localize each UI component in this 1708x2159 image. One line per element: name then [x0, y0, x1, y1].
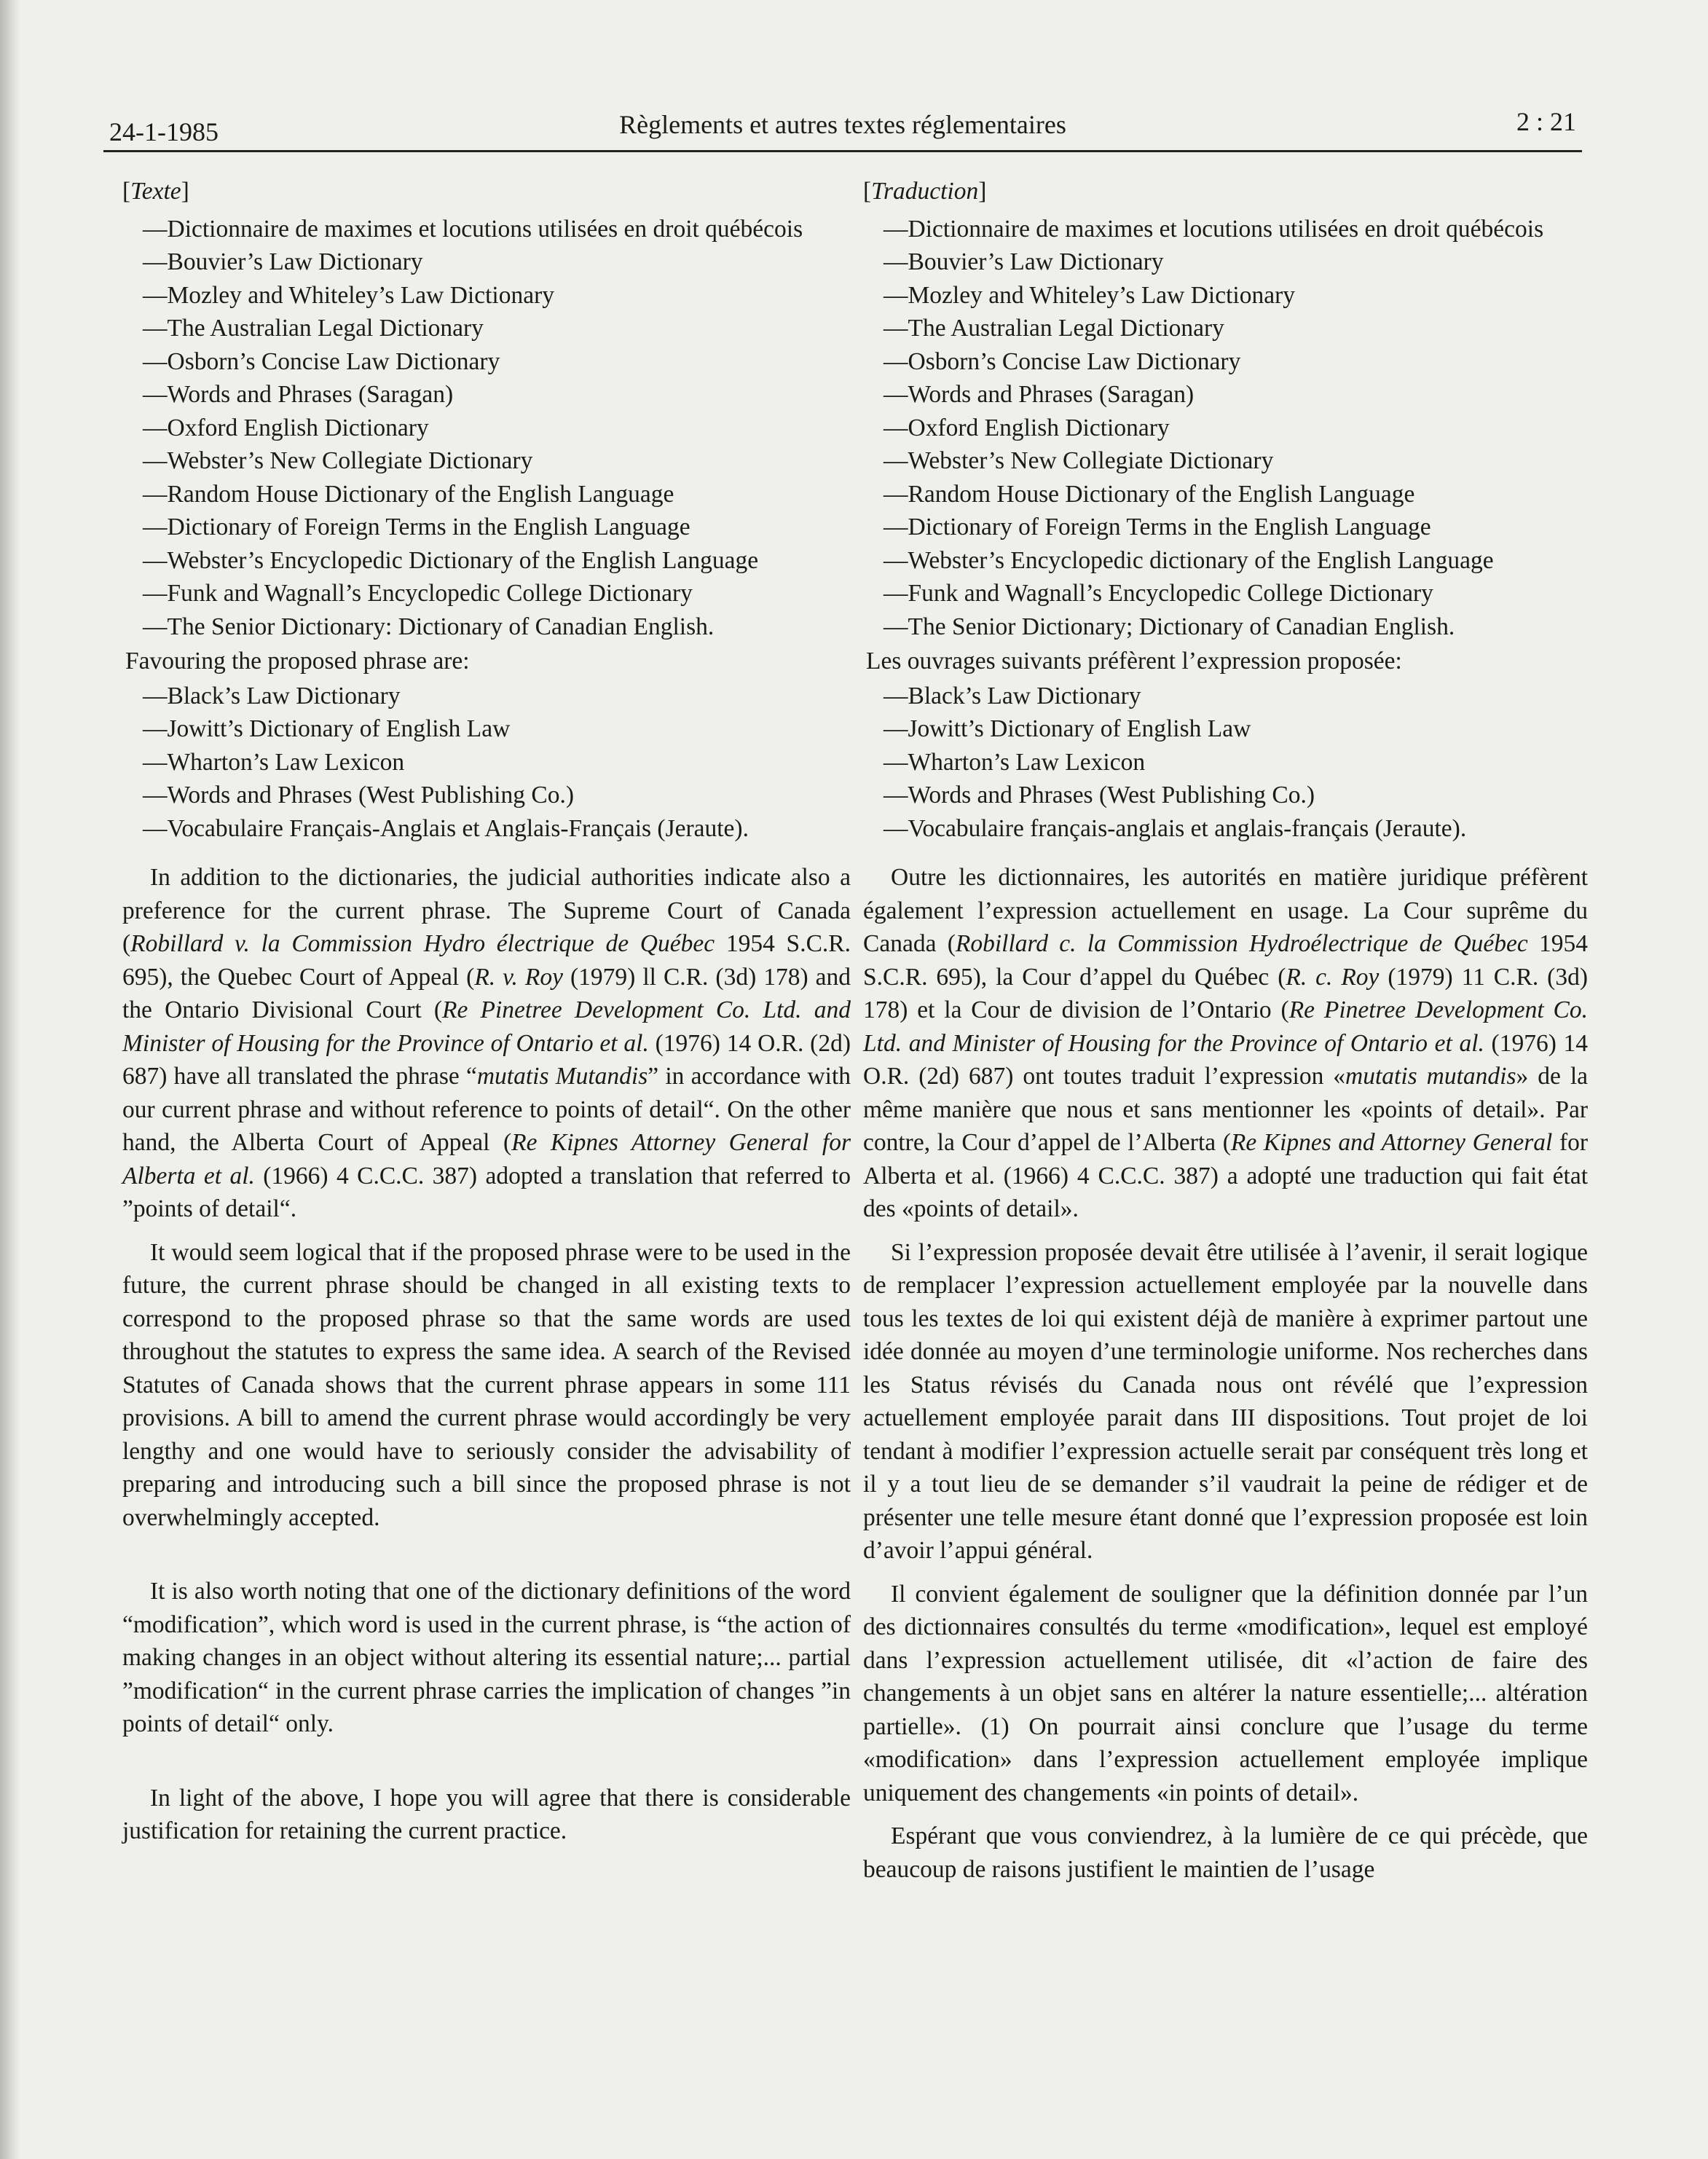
- header-date: 24-1-1985: [109, 117, 219, 146]
- paragraph-conclusion: Espérant que vous conviendrez, à la lumière de ce qui précède, que beaucoup de raisons justifient le maintien de l’usage: [863, 1822, 1588, 1883]
- favour-heading: Favouring the proposed phrase are:: [125, 648, 470, 675]
- list-item: —Jowitt’s Dictionary of English Law: [883, 715, 1251, 742]
- list-item: —Dictionary of Foreign Terms in the English Language: [883, 514, 1431, 540]
- list-item: —Random House Dictionary of the English Language: [883, 480, 1415, 508]
- list-item: —Words and Phrases (Saragan): [143, 381, 454, 408]
- list-item: —The Australian Legal Dictionary: [143, 315, 484, 342]
- list-item: —Words and Phrases (West Publishing Co.): [143, 782, 574, 809]
- list-item: —Jowitt’s Dictionary of English Law: [143, 715, 511, 742]
- list-item: —Funk and Wagnall’s Encyclopedic College Dictionary: [883, 580, 1433, 607]
- list-item: —Webster’s Encyclopedic Dictionary of the English Language: [143, 546, 759, 574]
- list-item: —Black’s Law Dictionary: [883, 682, 1141, 709]
- section-label-texte: [Texte]: [122, 178, 189, 205]
- list-item: —Dictionnaire de maximes et locutions utilisées en droit québécois: [143, 215, 803, 243]
- list-item: —Words and Phrases (West Publishing Co.): [883, 782, 1315, 809]
- paragraph-judicial-authorities: In addition to the dictionaries, the judicial authorities indicate also a preference for the current phrase. The Supreme Court of Canada (Robillard v. la Commission Hydro électrique de Québec 1954 S.C.R. 695), the Quebec Court of Appeal (R. v. Roy (1979) ll C.R. (3d) 178) and the Ontario Divisional Court (Re Pinetree Development Co. Ltd. and Minister of Housing for the Province of Ontario et al. (1976) 14 O.R. (2d) 687) have all translated the phrase “mutatis Mutandis” in accordance with our current phrase and without reference to points of detail“. On the other hand, the Alberta Court of Appeal (Re Kipnes Attorney General for Alberta et al. (1966) 4 C.C.C. 387) adopted a translation that referred to ”points of detail“.: [122, 864, 851, 1222]
- dictionary-list-current: [863, 213, 1588, 644]
- list-item: —Oxford English Dictionary: [883, 414, 1170, 441]
- list-item: —Dictionnaire de maximes et locutions utilisées en droit québécois: [883, 215, 1544, 243]
- list-item: —Random House Dictionary of the English Language: [143, 480, 674, 508]
- dictionary-list-current: [122, 213, 851, 644]
- list-item: —Black’s Law Dictionary: [143, 682, 401, 709]
- list-item: —Wharton’s Law Lexicon: [883, 748, 1146, 776]
- paragraph-modification-definition: Il convient également de souligner que la définition donnée par l’un des dictionnaires consultés du terme «modification», lequel est employé dans l’expression actuellement utilisée, dit «l’action de faire des changements à un objet sans en altérer la nature essentielle;... altération partielle». (1) On pourrait ainsi conclure que l’usage du terme «modification» dans l’expression actuellement employée implique uniquement des changements «in points of detail».: [863, 1580, 1588, 1806]
- paragraph-proposed-phrase: It would seem logical that if the proposed phrase were to be used in the future, the current phrase should be changed in all existing texts to correspond to the proposed phrase so that the same words are used throughout the statutes to express the same idea. A search of the Revised Statutes of Canada shows that the current phrase appears in some 111 provisions. A bill to amend the current phrase would accordingly be very lengthy and one would have to seriously consider the advisability of preparing and introducing such a bill since the proposed phrase is not overwhelmingly accepted.: [122, 1238, 851, 1531]
- favour-heading: Les ouvrages suivants préfèrent l’expression proposée:: [866, 648, 1402, 675]
- section-label-traduction: [Traduction]: [863, 178, 987, 205]
- list-item: —Vocabulaire français-anglais et anglais-français (Jeraute).: [883, 814, 1467, 842]
- list-item: —Webster’s Encyclopedic dictionary of the English Language: [883, 546, 1494, 574]
- page-binding-edge: [0, 0, 20, 2159]
- list-item: —Words and Phrases (Saragan): [883, 381, 1195, 408]
- list-item: —Oxford English Dictionary: [143, 414, 429, 441]
- header-title: Règlements et autres textes réglementaires: [619, 110, 1066, 139]
- page-header: [103, 99, 1582, 152]
- dictionary-list-proposed: [863, 680, 1588, 846]
- column-french: [863, 175, 1588, 1896]
- paragraph-proposed-phrase: Si l’expression proposée devait être utilisée à l’avenir, il serait logique de remplacer l’expression actuellement employée par la nouvelle dans tous les textes de loi qui existent déjà de manière à exprimer partout une idée donnée au moyen d’une terminologie uniforme. Nos recherches dans les Status révisés du Canada nous ont révélé que l’expression actuellement employée parait dans III dispositions. Tout projet de loi tendant à modifier l’expression actuelle serait par conséquent très long et il y a tout lieu de se demander s’il vaudrait la peine de rédiger et de présenter une telle mesure étant donné que l’expression proposée est loin d’avoir l’appui général.: [863, 1238, 1588, 1564]
- list-item: —Bouvier’s Law Dictionary: [143, 248, 423, 275]
- column-english: [122, 175, 851, 1858]
- list-item: —Bouvier’s Law Dictionary: [883, 248, 1164, 275]
- header-page-number: 2 : 21: [1516, 107, 1576, 136]
- list-item: —Mozley and Whiteley’s Law Dictionary: [143, 281, 555, 309]
- list-item: —Dictionary of Foreign Terms in the English Language: [143, 514, 690, 540]
- paragraph-modification-definition: It is also worth noting that one of the dictionary definitions of the word “modification”, which word is used in the current phrase, is “the action of making changes in an object without altering its essential nature;... partial ”modification“ in the current phrase carries the implication of changes ”in points of detail“ only.: [122, 1578, 851, 1737]
- list-item: —Webster’s New Collegiate Dictionary: [143, 447, 533, 474]
- list-item: —Webster’s New Collegiate Dictionary: [883, 447, 1274, 474]
- list-item: —Vocabulaire Français-Anglais et Anglais-Français (Jeraute).: [143, 814, 749, 842]
- list-item: —The Senior Dictionary; Dictionary of Canadian English.: [883, 613, 1455, 640]
- dictionary-list-proposed: [122, 680, 851, 846]
- list-item: —Wharton’s Law Lexicon: [143, 748, 405, 776]
- paragraph-conclusion: In light of the above, I hope you will agree that there is considerable justification for retaining the current practice.: [122, 1784, 851, 1844]
- paragraph-judicial-authorities: Outre les dictionnaires, les autorités en matière juridique préfèrent également l’expression actuellement en usage. La Cour suprême du Canada (Robillard c. la Commission Hydroélectrique de Québec 1954 S.C.R. 695), la Cour d’appel du Québec (R. c. Roy (1979) 11 C.R. (3d) 178) et la Cour de division de l’Ontario (Re Pinetree Development Co. Ltd. and Minister of Housing for the Province of Ontario et al. (1976) 14 O.R. (2d) 687) ont toutes traduit l’expression «mutatis mutandis» de la même manière que nous et sans mentionner les «points of detail». Par contre, la Cour d’appel de l’Alberta (Re Kipnes and Attorney General for Alberta et al. (1966) 4 C.C.C. 387) a adopté une traduction qui fait état des «points of detail».: [863, 864, 1589, 1222]
- list-item: —The Senior Dictionary: Dictionary of Canadian English.: [143, 613, 715, 640]
- list-item: —Funk and Wagnall’s Encyclopedic College Dictionary: [143, 580, 693, 607]
- list-item: —The Australian Legal Dictionary: [883, 315, 1224, 342]
- list-item: —Mozley and Whiteley’s Law Dictionary: [883, 281, 1296, 309]
- list-item: —Osborn’s Concise Law Dictionary: [143, 347, 500, 375]
- list-item: —Osborn’s Concise Law Dictionary: [883, 347, 1241, 375]
